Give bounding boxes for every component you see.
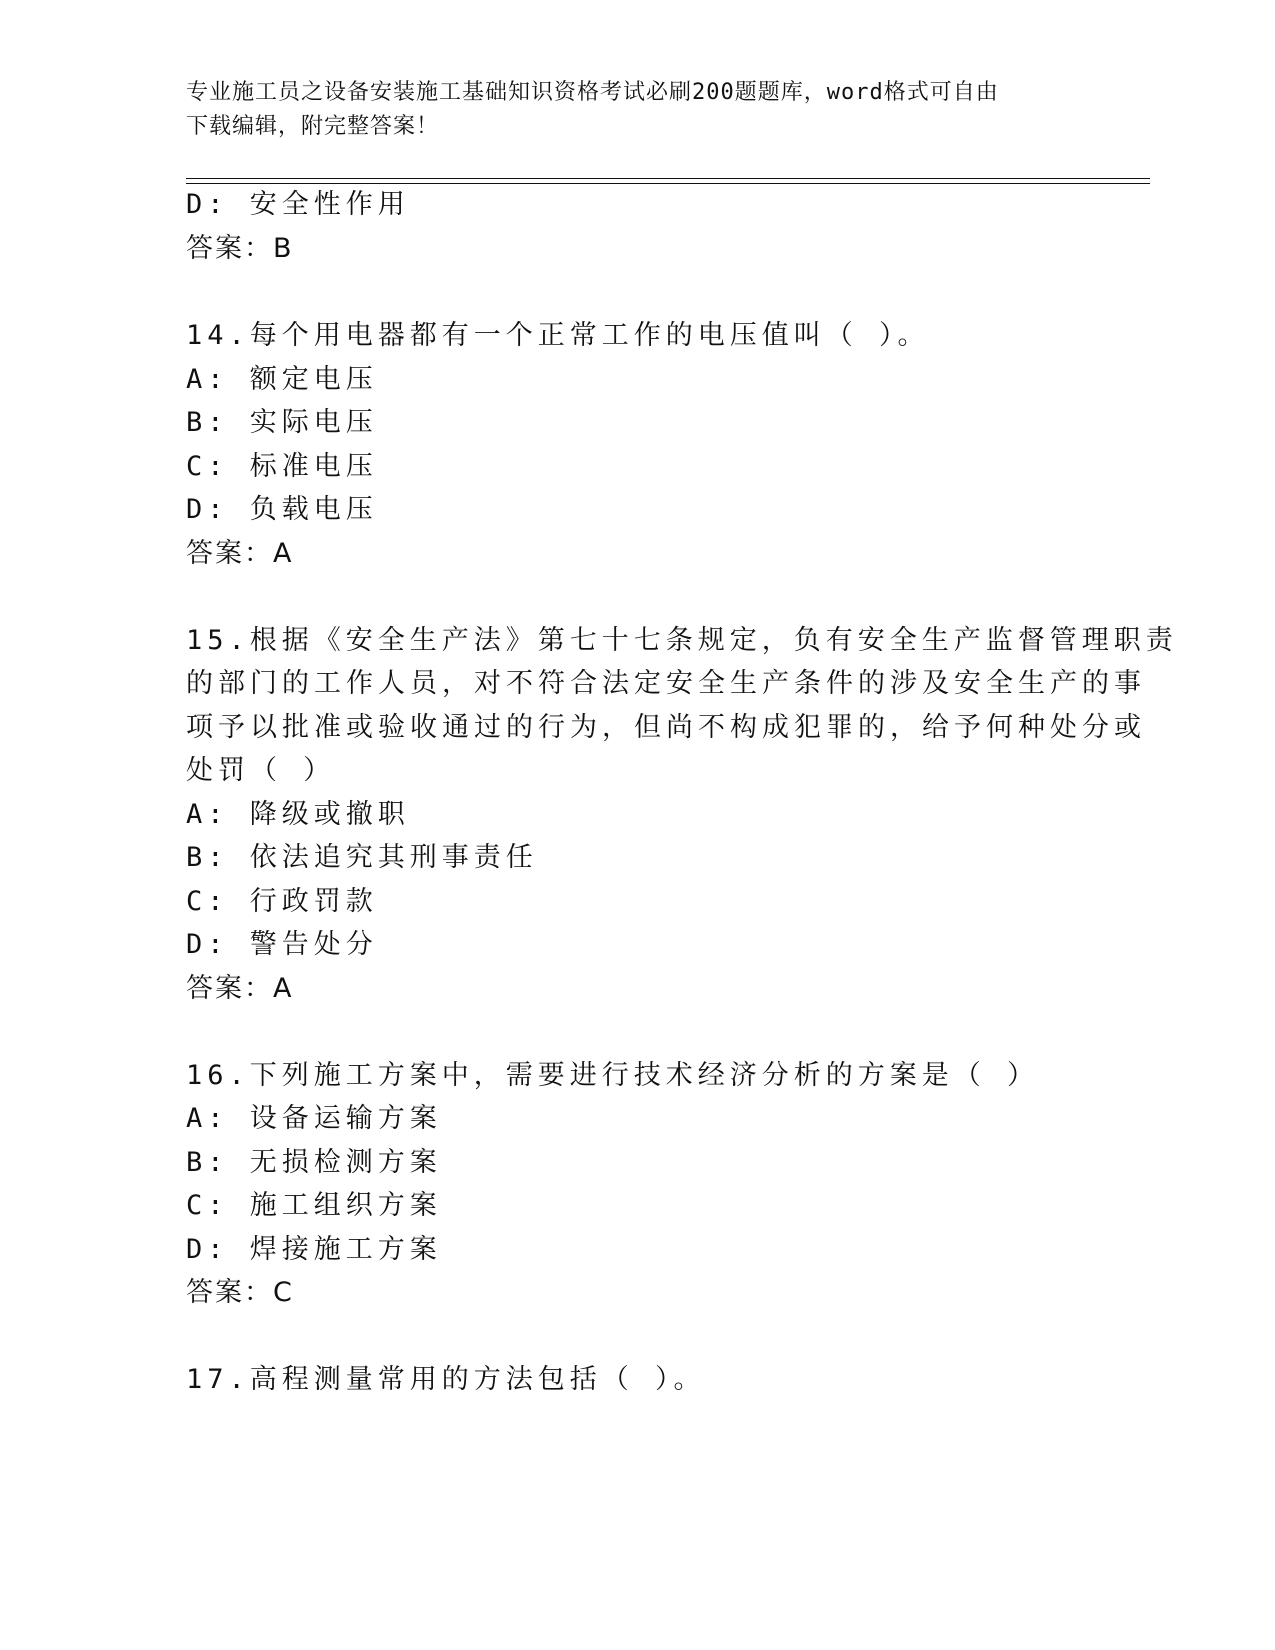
q14-answer: 答案：A [186, 538, 294, 569]
q15-option-c: C: 行政罚款 [186, 886, 378, 917]
q16-option-a: A: 设备运输方案 [186, 1103, 442, 1134]
q15-stem-line-1: 15.根据《安全生产法》第七十七条规定，负有安全生产监督管理职责 [186, 625, 1178, 656]
q15-option-a: A: 降级或撤职 [186, 799, 410, 830]
header-divider-bottom [186, 183, 1150, 184]
q16-option-b: B: 无损检测方案 [186, 1147, 442, 1178]
q16-option-d: D: 焊接施工方案 [186, 1234, 442, 1265]
q15-stem-line-3: 项予以批准或验收通过的行为，但尚不构成犯罪的，给予何种处分或 [186, 712, 1146, 743]
q16-answer: 答案：C [186, 1277, 294, 1308]
q15-answer: 答案：A [186, 973, 294, 1004]
q15-option-b: B: 依法追究其刑事责任 [186, 842, 538, 873]
q13-option-d: D: 安全性作用 [186, 189, 410, 220]
header-title-line-2: 下载编辑，附完整答案！ [186, 114, 440, 139]
header-divider-top [186, 178, 1150, 179]
q14-option-a: A: 额定电压 [186, 364, 378, 395]
q16-stem: 16.下列施工方案中，需要进行技术经济分析的方案是（ ） [186, 1060, 1040, 1091]
q14-option-c: C: 标准电压 [186, 451, 378, 482]
q16-option-c: C: 施工组织方案 [186, 1190, 442, 1221]
q15-stem-line-2: 的部门的工作人员，对不符合法定安全生产条件的涉及安全生产的事 [186, 668, 1146, 699]
document-header [186, 76, 1066, 144]
q14-stem: 14.每个用电器都有一个正常工作的电压值叫（ ）。 [186, 320, 930, 351]
q17-stem: 17.高程测量常用的方法包括（ ）。 [186, 1364, 706, 1395]
q15-option-d: D: 警告处分 [186, 929, 378, 960]
q14-option-b: B: 实际电压 [186, 407, 378, 438]
q15-stem-line-4: 处罚（ ） [186, 755, 336, 786]
header-title-line-1: 专业施工员之设备安装施工基础知识资格考试必刷200题题库，word格式可自由 [186, 80, 999, 105]
q14-option-d: D: 负载电压 [186, 494, 378, 525]
q13-answer: 答案：B [186, 233, 294, 264]
